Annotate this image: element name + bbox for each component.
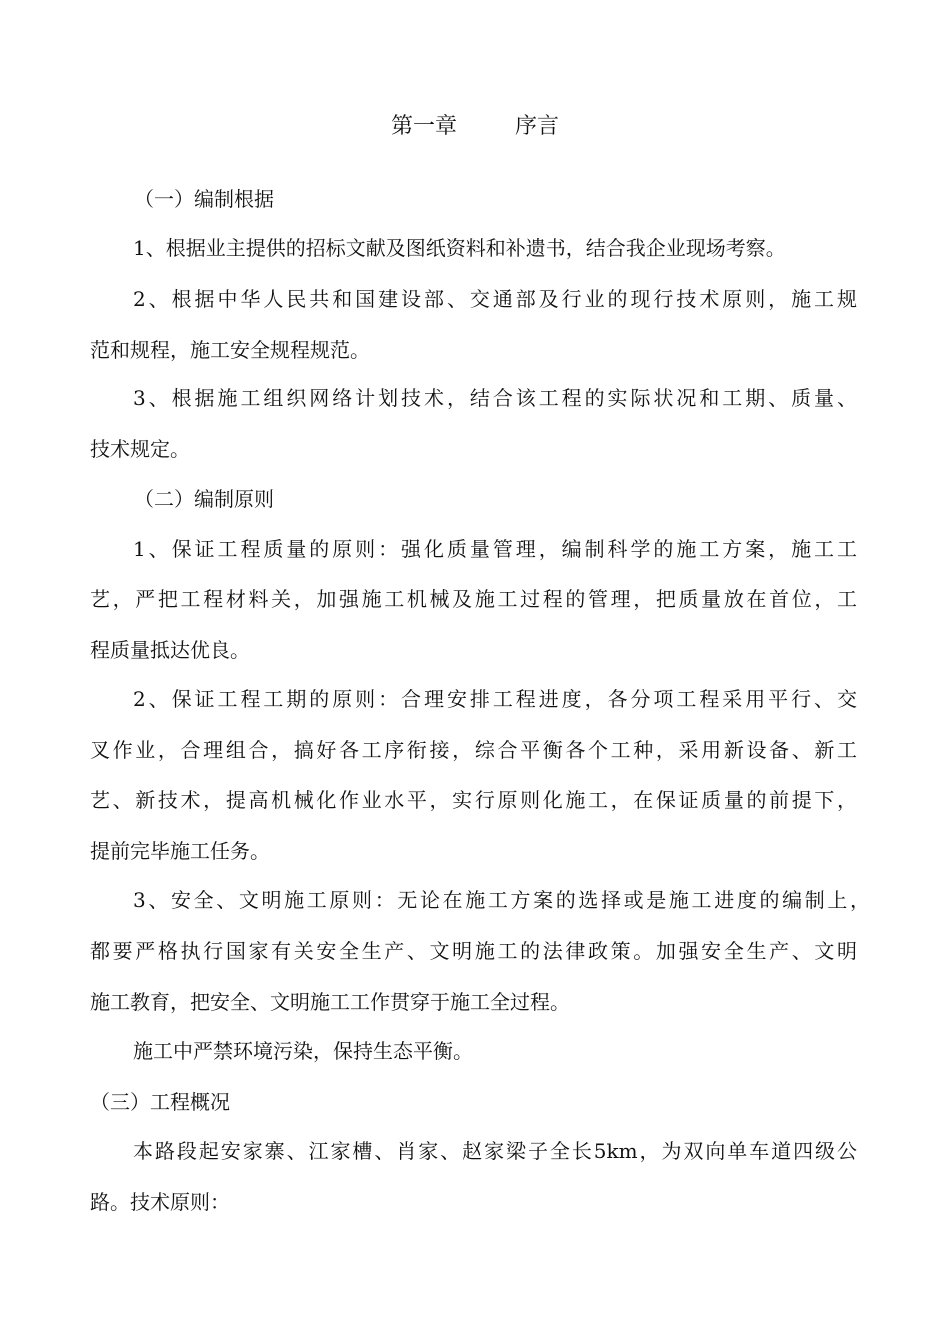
chapter-name: 序言 (515, 114, 560, 139)
chapter-number: 第一章 (390, 114, 457, 139)
paragraph-line: 2、根据中华人民共和国建设部、交通部及行业的现行技术原则，施工规 (133, 287, 857, 311)
paragraph-line: 路。技术原则： (90, 1190, 230, 1214)
paragraph-line: 本路段起安家寨、江家槽、肖家、赵家梁子全长5km，为双向单车道四级公 (133, 1139, 857, 1163)
paragraph-line: 施工教育，把安全、文明施工工作贯穿于施工全过程。 (90, 990, 570, 1014)
paragraph-line: 3、根据施工组织网络计划技术，结合该工程的实际状况和工期、质量、 (133, 386, 857, 410)
paragraph-line: 1、根据业主提供的招标文献及图纸资料和补遗书，结合我企业现场考察。 (133, 236, 786, 260)
paragraph-line: 艺、新技术，提高机械化作业水平，实行原则化施工，在保证质量的前提下， (90, 788, 857, 812)
section-heading: （一）编制根据 (134, 187, 274, 211)
paragraph-line: 都要严格执行国家有关安全生产、文明施工的法律政策。加强安全生产、文明 (90, 939, 857, 963)
paragraph-line: 2、保证工程工期的原则：合理安排工程进度，各分项工程采用平行、交 (133, 687, 857, 711)
paragraph-line: 施工中严禁环境污染，保持生态平衡。 (133, 1039, 473, 1063)
paragraph-line: 提前完毕施工任务。 (90, 839, 270, 863)
section-heading: （三）工程概况 (90, 1090, 230, 1114)
paragraph-line: 3、安全、文明施工原则：无论在施工方案的选择或是施工进度的编制上， (133, 888, 870, 912)
section-heading: （二）编制原则 (134, 487, 274, 511)
paragraph-line: 程质量抵达优良。 (90, 638, 250, 662)
paragraph-line: 1、保证工程质量的原则：强化质量管理，编制科学的施工方案，施工工 (133, 537, 857, 561)
paragraph-line: 技术规定。 (90, 437, 190, 461)
chapter-title (0, 112, 950, 142)
paragraph-line: 艺，严把工程材料关，加强施工机械及施工过程的管理，把质量放在首位，工 (90, 587, 857, 611)
paragraph-line: 叉作业，合理组合，搞好各工序衔接，综合平衡各个工种，采用新设备、新工 (90, 738, 857, 762)
paragraph-line: 范和规程，施工安全规程规范。 (90, 338, 370, 362)
